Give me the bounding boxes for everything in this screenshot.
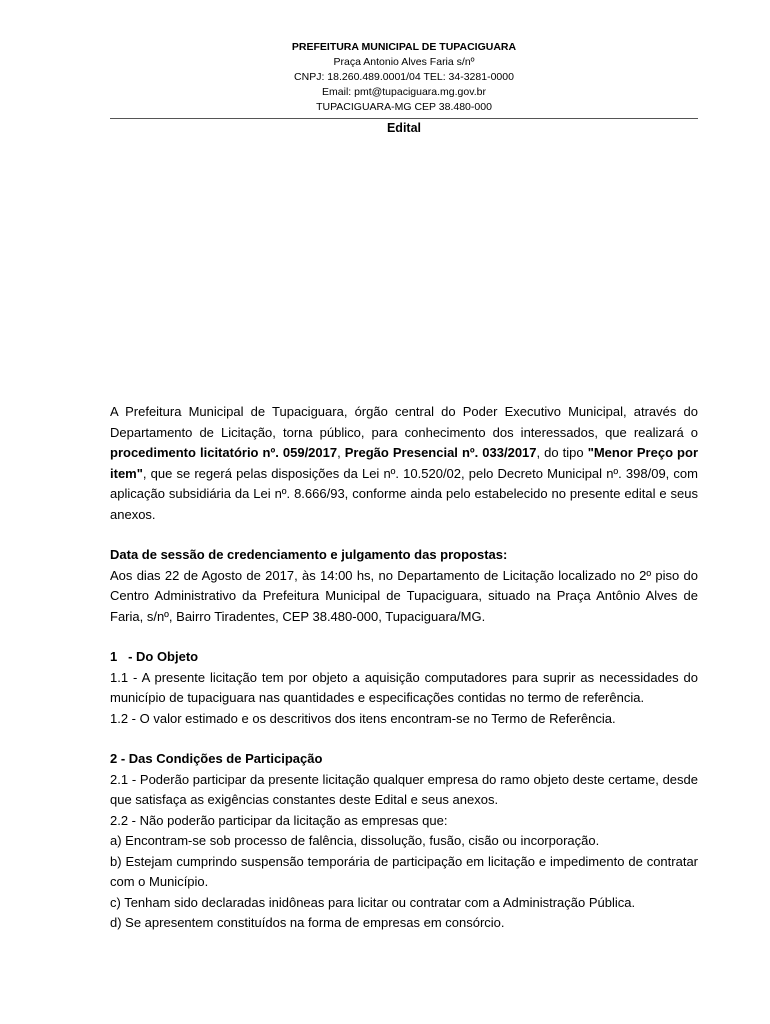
- intro-pregao-number: Pregão Presencial nº. 033/2017: [344, 445, 537, 460]
- section-1-1: 1.1 - A presente licitação tem por objeto a aquisição computadores para suprir as necessidades do município de tupaciguara nas quantidades e especificações contidas no termo de referência.: [110, 669, 698, 705]
- document-title: Edital: [386, 121, 422, 135]
- section-2-item-a: a) Encontram-se sob processo de falência, dissolução, fusão, cisão ou incorporação.: [110, 833, 600, 848]
- organization-email: Email: pmt@tupaciguara.mg.gov.br: [322, 86, 486, 98]
- intro-text-3: , do tipo: [536, 445, 588, 460]
- intro-procedure-number: procedimento licitatório nº. 059/2017: [110, 445, 338, 460]
- intro-type: "Menor Preço por item": [110, 445, 698, 481]
- header-divider: [110, 118, 698, 119]
- section-2-2: 2.2 - Não poderão participar da licitação as empresas que:: [110, 812, 448, 828]
- letterhead: [110, 40, 698, 115]
- section-2-1: 2.1 - Poderão participar da presente licitação qualquer empresa do ramo objeto deste certame, desde que satisfaça as exigências constantes deste Edital e seus anexos.: [110, 771, 698, 807]
- organization-city-cep: TUPACIGUARA-MG CEP 38.480-000: [316, 101, 492, 113]
- spacer: [110, 525, 698, 545]
- session-heading: Data de sessão de credenciamento e julgamento das propostas:: [110, 547, 508, 562]
- organization-name: PREFEITURA MUNICIPAL DE TUPACIGUARA: [291, 41, 517, 53]
- section-2-item-b: b) Estejam cumprindo suspensão temporária de participação em licitação e impedimento de contratar com o Município.: [110, 853, 698, 889]
- spacer: [110, 627, 698, 647]
- section-1-heading: 1 - Do Objeto: [110, 649, 199, 664]
- organization-address: Praça Antonio Alves Faria s/nº: [333, 56, 475, 68]
- intro-text-4: , que se regerá pelas disposições da Lei nº. 10.520/02, pelo Decreto Municipal nº. 398/09, com aplicação subsidiária da Lei nº. 8.666/93, conforme ainda pelo estabelecido no presente edital e seus anexos.: [110, 465, 698, 522]
- session-paragraph: Aos dias 22 de Agosto de 2017, às 14:00 hs, no Departamento de Licitação localizado no 2º piso do Centro Administrativo da Prefeitura Municipal de Tupaciguara, situado na Praça Antônio Alves de Faria, s/nº, Bairro Tiradentes, CEP 38.480-000, Tupaciguara/MG.: [110, 567, 698, 624]
- document-body: [110, 402, 698, 934]
- section-2-heading: 2 - Das Condições de Participação: [110, 751, 323, 766]
- section-2-item-d: d) Se apresentem constituídos na forma de empresas em consórcio.: [110, 915, 505, 930]
- organization-cnpj-phone: CNPJ: 18.260.489.0001/04 TEL: 34-3281-0000: [294, 71, 514, 83]
- spacer: [110, 729, 698, 749]
- intro-paragraph: [110, 402, 698, 525]
- intro-text-1: A Prefeitura Municipal de Tupaciguara, órgão central do Poder Executivo Municipal, através do Departamento de Licitação, torna público, para conhecimento dos interessados, que realizará o: [110, 404, 698, 440]
- intro-text-2: ,: [337, 445, 345, 460]
- section-1-2: 1.2 - O valor estimado e os descritivos dos itens encontram-se no Termo de Referência.: [110, 710, 616, 726]
- section-2-item-c: c) Tenham sido declaradas inidôneas para licitar ou contratar com a Administração Pública.: [110, 894, 636, 910]
